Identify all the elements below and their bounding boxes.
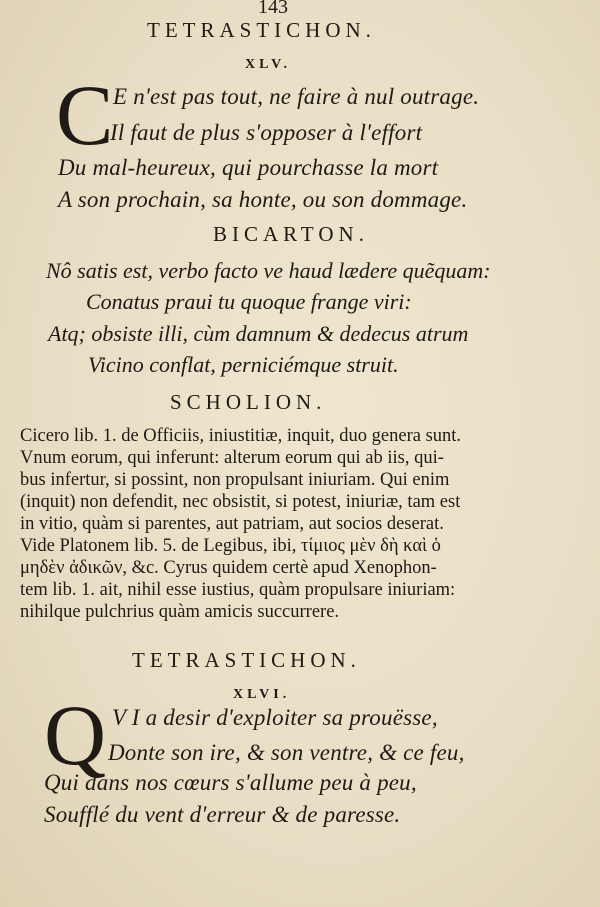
latin-line: Conatus praui tu quoque frange viri: <box>86 289 412 314</box>
scholion-line: Cicero lib. 1. de Officiis, iniustitiæ, inquit, duo genera sunt. <box>20 426 462 446</box>
scholion-line: Vnum eorum, qui inferunt: alterum eorum qui ab iis, qui- <box>20 448 444 468</box>
scholion-line: tem lib. 1. ait, nihil esse iustius, quàm propulsare iniuriam: <box>20 580 456 600</box>
verse-line: E n'est pas tout, ne faire à nul outrage. <box>113 84 480 109</box>
scholion-line: nihilque pulchrius quàm amicis succurrere. <box>20 602 340 622</box>
verse-line: Donte son ire, & son ventre, & ce feu, <box>108 740 465 765</box>
heading-bicarton: BICARTON. <box>213 222 369 246</box>
verse-line: A son prochain, sa honte, ou son dommage. <box>58 187 468 212</box>
verse-line: V I a desir d'exploiter sa prouësse, <box>112 705 438 730</box>
heading-scholion: SCHOLION. <box>170 390 327 414</box>
page-number: 143 <box>258 0 288 18</box>
verse-line: Du mal-heureux, qui pourchasse la mort <box>58 155 439 180</box>
drop-capital-q: Q <box>44 687 107 783</box>
verse-line: Qui dans nos cœurs s'allume peu à peu, <box>44 770 417 795</box>
latin-line: Vicino conflat, perniciémque struit. <box>88 352 399 377</box>
stanza-number-45: XLV. <box>245 57 291 72</box>
scholion-line: μηδὲν ἀδικῶν, &c. Cyrus quidem certè apud Xenophon- <box>20 558 437 578</box>
heading-tetrastichon-2: TETRASTICHON. <box>132 648 361 672</box>
stanza-number-46: XLVI. <box>233 687 291 702</box>
scholion-line: in vitio, quàm si parentes, aut patriam, aut socios deserat. <box>20 514 444 534</box>
verse-line: Il faut de plus s'opposer à l'effort <box>110 120 423 145</box>
heading-tetrastichon-1: TETRASTICHON. <box>147 18 376 42</box>
drop-capital-c: C <box>56 67 114 163</box>
scholion-line: Vide Platonem lib. 5. de Legibus, ibi, τίμιος μὲν δὴ καὶ ὁ <box>20 536 441 556</box>
latin-line: Nô satis est, verbo facto ve haud lædere quẽquam: <box>46 258 491 283</box>
scholion-line: bus infertur, si possint, non propulsant iniuriam. Qui enim <box>20 470 450 490</box>
verse-line: Soufflé du vent d'erreur & de paresse. <box>44 802 401 827</box>
scholion-line: (inquit) non defendit, nec obsistit, si potest, iniuriæ, tam est <box>20 492 461 512</box>
latin-line: Atq; obsiste illi, cùm damnum & dedecus atrum <box>48 321 469 346</box>
